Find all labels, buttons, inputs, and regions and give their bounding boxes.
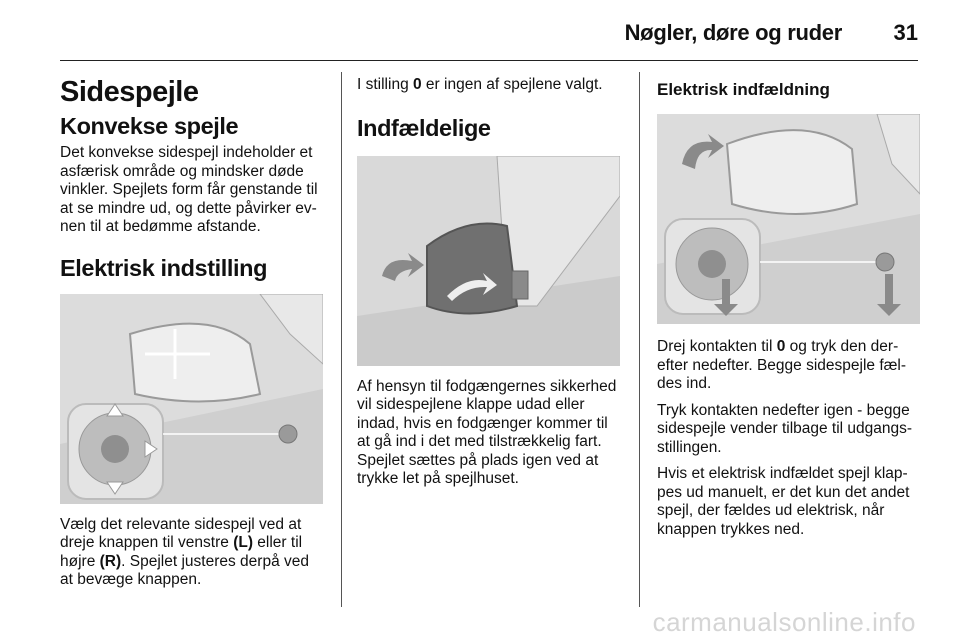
paragraph-select-mirror: Vælg det relevante sidespejl ved at dreje knappen til venstre (L) eller til højre (R). Spejlet justeres derpå ved at bevæge knappen. <box>60 515 309 588</box>
page-number: 31 <box>893 20 918 45</box>
column-3 <box>657 70 923 547</box>
paragraph-position-zero: I stilling 0 er ingen af spejlene valgt. <box>357 76 603 93</box>
paragraph-turn-to-zero: Drej kontakten til 0 og tryk den der- efter nedefter. Begge sidespejle fæl- des ind. <box>657 338 907 392</box>
column-divider-2 <box>639 72 640 607</box>
mirror-fold-illustration <box>357 156 620 366</box>
paragraph-fold-safety: Af hensyn til fodgængernes sikkerhed vil sidespejlene klappe udad eller indad, hvis en fodgænger kommer til at gå ind i det med tilstrækkelig fart. Spejlet sættes på plads igen ved at trykke let på spejlhuset. <box>357 377 617 487</box>
heading-elektrisk-indstilling: Elektrisk indstilling <box>60 254 268 281</box>
heading-konvekse-spejle: Konvekse spejle <box>60 113 239 139</box>
mirror-adjust-illustration <box>60 294 323 504</box>
heading-elektrisk-indfaeldning: Elektrisk indfældning <box>657 80 830 99</box>
paragraph-press-again: Tryk kontakten nedefter igen - begge sidespejle vender tilbage til udgangs- stillingen. <box>657 401 913 456</box>
paragraph-convex: Det konvekse sidespejl indeholder et asfærisk område og mindsker døde vinkler. Spejlets form får genstande til at se mindre ud, og dette påvirker ev- nen til at bedømme afstande. <box>60 144 318 235</box>
watermark: carmanualsonline.info <box>652 607 916 637</box>
running-header-title: Nøgler, døre og ruder <box>624 20 842 45</box>
electric-fold-illustration <box>657 114 920 324</box>
column-divider-1 <box>341 72 342 607</box>
paragraph-manual-fold: Hvis et elektrisk indfældet spejl klap- pes ud manuelt, er det kun det andet spejl, der fældes ud elektrisk, når knappen trykkes ned. <box>657 465 910 538</box>
section-heading-sidespejle: Sidespejle <box>60 76 199 108</box>
column-2 <box>357 70 623 497</box>
heading-indfaeldelige: Indfældelige <box>357 114 491 141</box>
column-1 <box>60 70 326 598</box>
header-rule <box>60 60 918 61</box>
